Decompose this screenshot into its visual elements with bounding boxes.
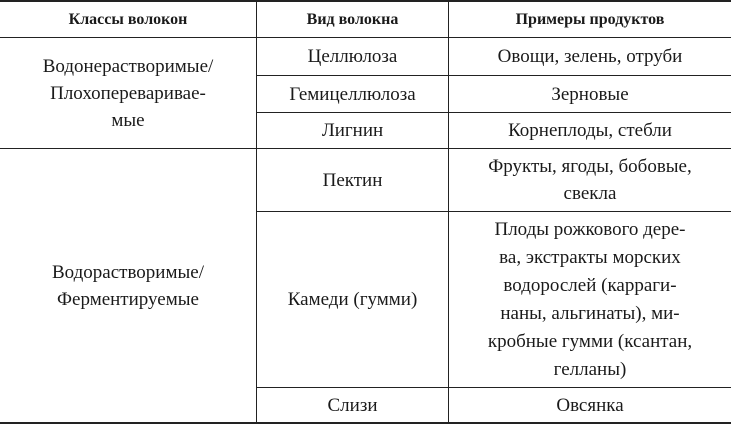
- class-label: Водонерастворимые/ Плохопереваривае- мые: [42, 55, 214, 131]
- product-examples: Фрукты, ягоды, бобовые, свекла: [488, 156, 692, 204]
- header-type: Вид волокна: [306, 11, 399, 28]
- header-examples: Примеры продуктов: [515, 11, 665, 28]
- product-examples: Зерновые: [551, 83, 629, 105]
- product-examples: Овсянка: [556, 394, 624, 416]
- fiber-type: Камеди (гумми): [287, 289, 418, 310]
- fiber-type: Пектин: [322, 169, 383, 191]
- fiber-type: Гемицеллюлоза: [289, 83, 416, 105]
- fiber-type: Целлюлоза: [307, 46, 398, 67]
- product-examples: Плоды рожкового дере- ва, экстракты морских водорослей (карраги- наны, альгинаты), ми- кробные гумми (ксантан, гелланы): [487, 218, 693, 380]
- class-label: Водорастворимые/ Ферментируемые: [52, 261, 204, 310]
- header-class: Классы волокон: [68, 11, 188, 28]
- fiber-type: Лигнин: [321, 120, 384, 141]
- product-examples: Овощи, зелень, отруби: [497, 46, 683, 67]
- fiber-type: Слизи: [327, 394, 378, 416]
- product-examples: Корнеплоды, стебли: [508, 120, 672, 141]
